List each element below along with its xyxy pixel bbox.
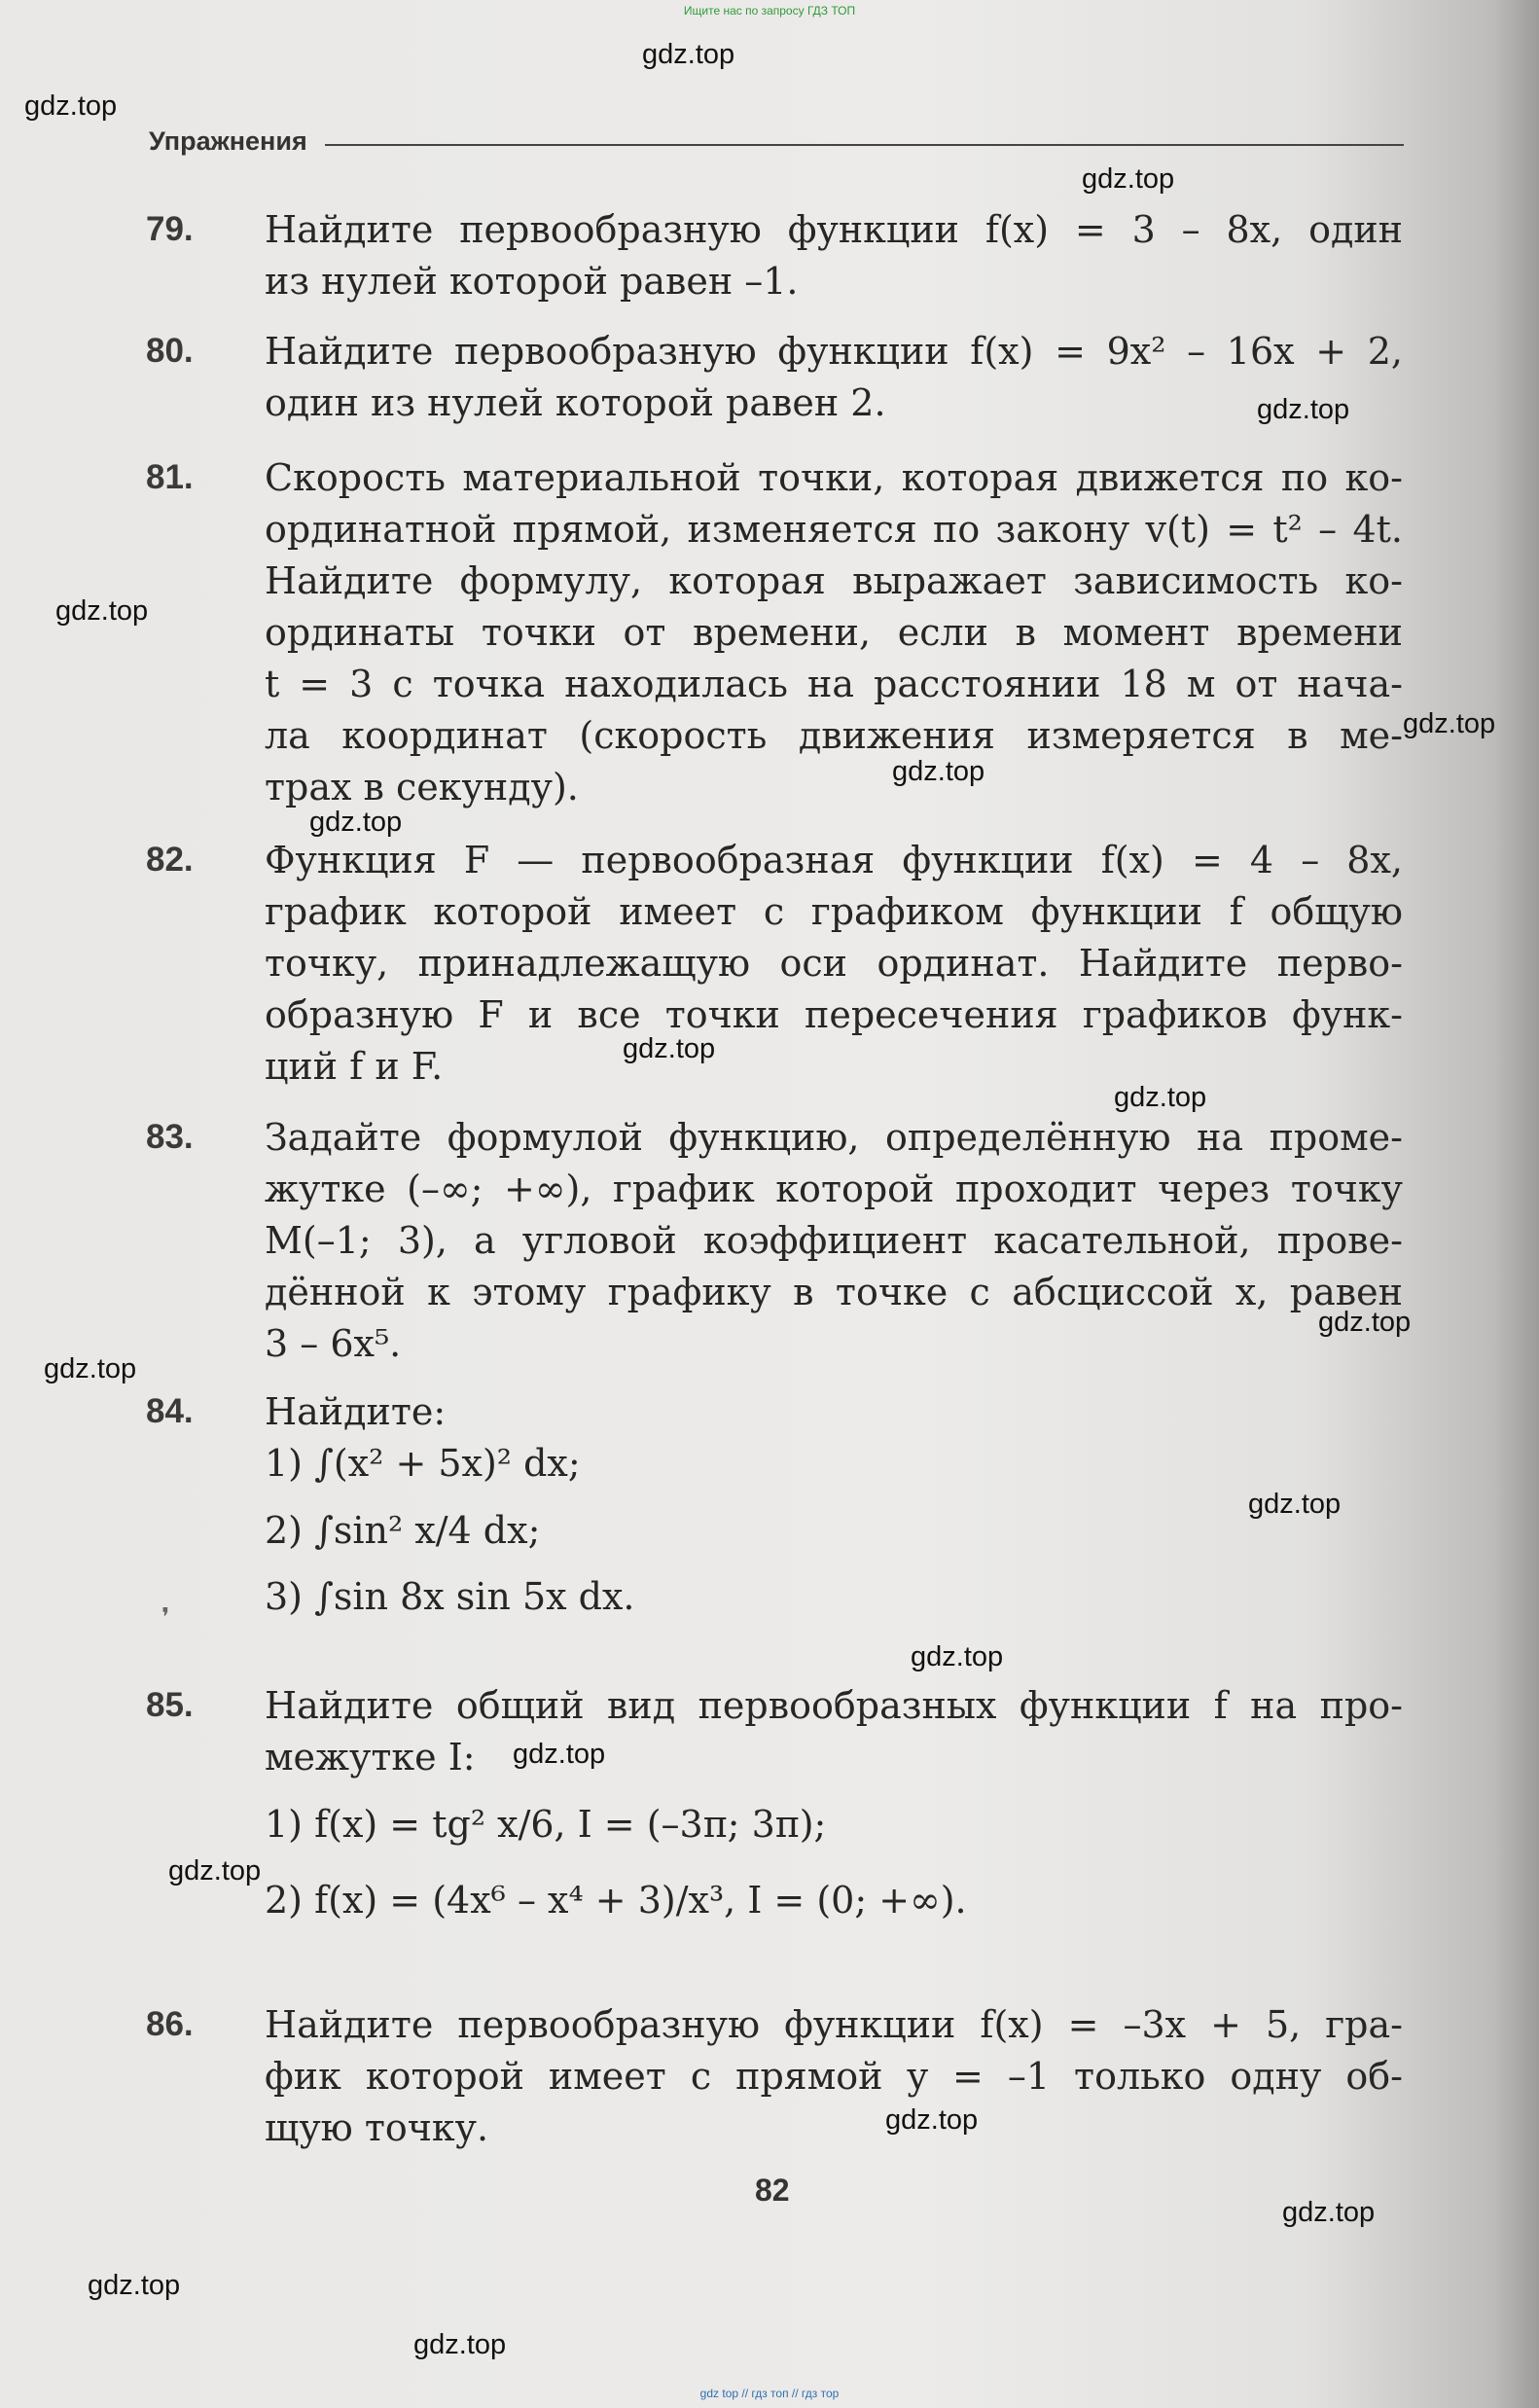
watermark: gdz.top bbox=[885, 2104, 979, 2136]
exercise-line: Найдите первообразную функции f(x) = 3 – 8x, один bbox=[265, 208, 1403, 251]
exercise-line: межутке I: bbox=[265, 1736, 476, 1779]
exercise-line: Найдите общий вид первообразных функции f на про- bbox=[265, 1684, 1403, 1727]
exercise-line: ций f и F. bbox=[265, 1045, 444, 1088]
page-number: 82 bbox=[755, 2173, 790, 2208]
print-smudge: ❜ bbox=[161, 1603, 170, 1633]
watermark: gdz.top bbox=[309, 807, 403, 838]
exercise-line: 1) f(x) = tg² x/6, I = (–3π; 3π); bbox=[265, 1803, 827, 1846]
top-note: Ищите нас по запросу ГДЗ ТОП bbox=[683, 4, 856, 18]
exercise-line: Задайте формулой функцию, определённую на проме- bbox=[265, 1116, 1403, 1159]
watermark: gdz.top bbox=[1114, 1082, 1207, 1113]
exercise-line: ординаты точки от времени, если в момент времени bbox=[265, 611, 1403, 654]
watermark: gdz.top bbox=[892, 756, 985, 787]
watermark: gdz.top bbox=[88, 2270, 181, 2301]
exercise-number: 83. bbox=[146, 1118, 194, 1156]
watermark: gdz.top bbox=[1282, 2197, 1376, 2228]
watermark: gdz.top bbox=[24, 90, 118, 122]
watermark: gdz.top bbox=[513, 1739, 606, 1770]
watermark: gdz.top bbox=[168, 1855, 262, 1887]
exercise-line: t = 3 с точка находилась на расстоянии 18 м от нача- bbox=[265, 663, 1403, 705]
watermark: gdz.top bbox=[413, 2329, 507, 2360]
exercise-line: трах в секунду). bbox=[265, 766, 579, 809]
exercise-line: график которой имеет с графиком функции f общую bbox=[265, 890, 1403, 933]
exercise-line: щую точку. bbox=[265, 2106, 489, 2149]
watermark: gdz.top bbox=[1257, 394, 1350, 425]
exercise-line: Найдите: bbox=[265, 1390, 447, 1433]
exercise-line: фик которой имеет с прямой y = –1 только одну об- bbox=[265, 2055, 1403, 2098]
exercise-line: 2) f(x) = (4x⁶ – x⁴ + 3)/x³, I = (0; +∞). bbox=[265, 1879, 967, 1922]
exercise-number: 86. bbox=[146, 2005, 194, 2043]
section-header bbox=[149, 126, 1404, 157]
section-title: Упражнения bbox=[149, 126, 307, 156]
exercise-line: 2) ∫sin² x/4 dx; bbox=[265, 1509, 541, 1552]
exercise-line: жутке (–∞; +∞), график которой проходит через точку bbox=[265, 1168, 1403, 1210]
exercise-line: ла координат (скорость движения измеряется в ме- bbox=[265, 714, 1403, 757]
exercise-line: образную F и все точки пересечения графиков функ- bbox=[265, 993, 1403, 1036]
watermark: gdz.top bbox=[1248, 1489, 1342, 1520]
exercise-line: Найдите формулу, которая выражает зависимость ко- bbox=[265, 559, 1403, 602]
exercise-number: 82. bbox=[146, 841, 194, 879]
exercise-line: Найдите первообразную функции f(x) = –3x + 5, гра- bbox=[265, 2003, 1403, 2046]
watermark: gdz.top bbox=[911, 1641, 1004, 1672]
exercise-line: один из нулей которой равен 2. bbox=[265, 381, 886, 424]
watermark: gdz.top bbox=[1082, 163, 1175, 195]
watermark: gdz.top bbox=[44, 1353, 137, 1384]
exercise-line: дённой к этому графику в точке с абсциссой x, равен bbox=[265, 1271, 1403, 1313]
watermark: gdz.top bbox=[642, 39, 735, 70]
exercise-number: 81. bbox=[146, 458, 194, 496]
exercise-number: 80. bbox=[146, 332, 194, 370]
exercise-line: Скорость материальной точки, которая движется по ко- bbox=[265, 456, 1403, 499]
watermark: gdz.top bbox=[55, 595, 149, 627]
watermark: gdz.top bbox=[623, 1033, 716, 1064]
exercise-line: 3 – 6x⁵. bbox=[265, 1322, 402, 1365]
exercise-line: Функция F — первообразная функции f(x) = 4 – 8x, bbox=[265, 839, 1403, 881]
exercise-line: ординатной прямой, изменяется по закону v(t) = t² – 4t. bbox=[265, 508, 1403, 551]
exercise-line: 1) ∫(x² + 5x)² dx; bbox=[265, 1442, 581, 1485]
header-divider bbox=[325, 144, 1404, 146]
exercise-line: Найдите первообразную функции f(x) = 9x² – 16x + 2, bbox=[265, 330, 1403, 373]
exercise-line: 3) ∫sin 8x sin 5x dx. bbox=[265, 1575, 635, 1618]
bottom-note: gdz top // гдз топ // гдз тор bbox=[699, 2387, 840, 2400]
watermark: gdz.top bbox=[1403, 708, 1496, 739]
exercise-number: 79. bbox=[146, 210, 194, 248]
exercise-number: 85. bbox=[146, 1686, 194, 1724]
exercise-line: из нулей которой равен –1. bbox=[265, 260, 799, 303]
exercise-line: точку, принадлежащую оси ординат. Найдите перво- bbox=[265, 942, 1403, 985]
exercise-line: M(–1; 3), а угловой коэффициент касательной, прове- bbox=[265, 1219, 1403, 1262]
watermark: gdz.top bbox=[1318, 1307, 1412, 1338]
exercise-number: 84. bbox=[146, 1392, 194, 1430]
